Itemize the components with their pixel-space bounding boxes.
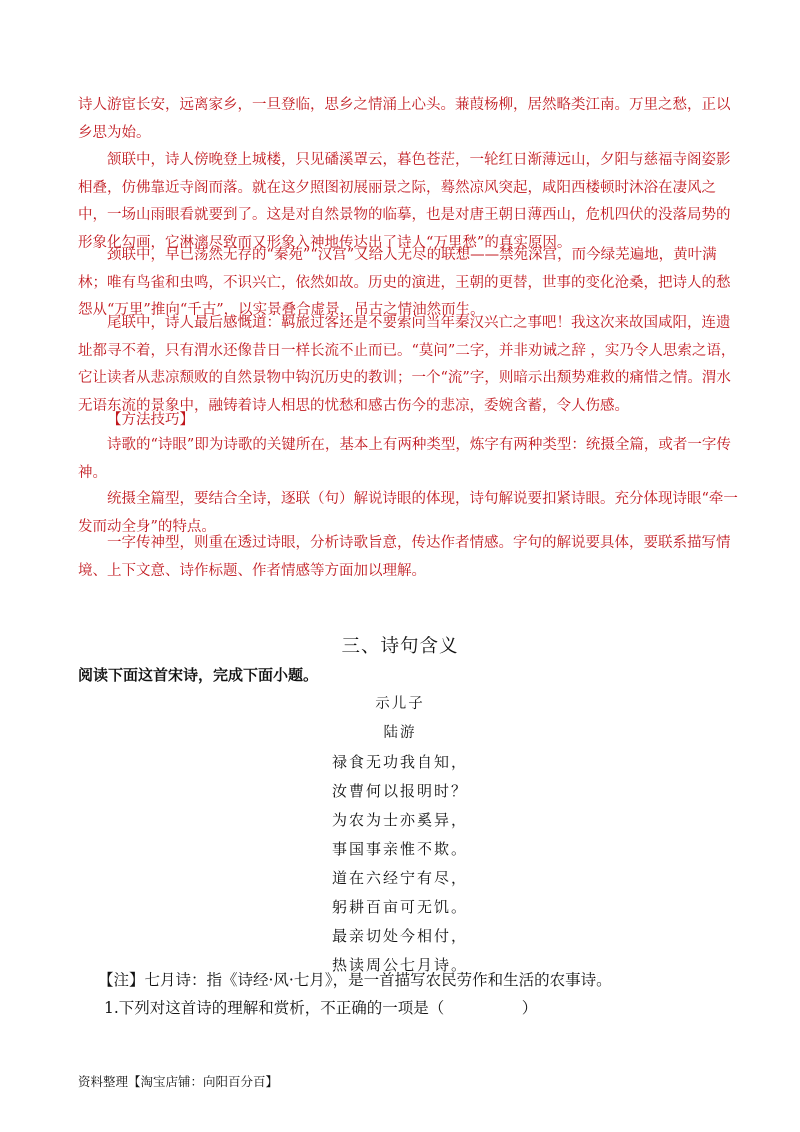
method-paragraph-2: 统摄全篇型，要结合全诗，逐联（句）解说诗眼的体现，诗句解说要扣紧诗眼。充分体现诗眼“牵一发而动全身”的特点。	[78, 491, 738, 535]
analysis-paragraph-1: 诗人游宦长安，远离家乡，一旦登临，思乡之情涌上心头。蒹葭杨柳，居然略类江南。万里之愁，正以乡思为始。	[78, 97, 731, 141]
poem-line: 为农为士亦奚异，	[331, 811, 468, 829]
poem-line: 禄食无功我自知，	[331, 753, 468, 771]
poem-line: 道在六经宁有尽，	[331, 869, 468, 887]
poem-line: 汝曹何以报明时？	[331, 782, 468, 800]
page-footer: 资料整理【淘宝店铺：向阳百分百】	[78, 1074, 279, 1089]
method-paragraph-3: 一字传神型，则重在透过诗眼，分析诗歌旨意，传达作者情感。字句的解说要具体，要联系描写情境、上下文意、诗作标题、作者情感等方面加以理解。	[78, 535, 731, 579]
poem-title: 示儿子	[375, 696, 425, 712]
poem	[0, 690, 800, 980]
poem-line: 躬耕百亩可无饥。	[331, 898, 468, 916]
method-label: 【方法技巧】	[107, 412, 194, 428]
poem-line: 事国事亲惟不欺。	[331, 840, 468, 858]
analysis-paragraph-2: 颔联中，诗人傍晚登上城楼，只见磻溪罩云，暮色苍茫，一轮红日渐薄远山，夕阳与慈福寺阁姿影相叠，仿佛靠近寺阁而落。就在这夕照图初展丽景之际，蓦然凉风突起，咸阳西楼顿时沐浴在凄风之中，一场山雨眼看就要到了。这是对自然景物的临摹，也是对唐王朝日薄西山，危机四伏的没落局势的形象化勾画，它淋漓尽致而又形象入神地传达出了诗人“万里愁”的真实原因。	[78, 152, 731, 251]
section-title: 三、诗句含义	[341, 636, 459, 657]
analysis-paragraph-3: 颈联中，早已荡然无存的“秦苑”“汉宫”又给人无尽的联想——禁苑深宫，而今绿芜遍地，黄叶满林；唯有鸟雀和虫鸣，不识兴亡，依然如故。历史的演进，王朝的更替，世事的变化沧桑，把诗人的愁怨从“万里”推向“千古”，以实景叠合虚景，吊古之情油然而生。	[78, 247, 731, 318]
question-1: 1.下列对这首诗的理解和赏析，不正确的一项是（ ）	[104, 999, 538, 1017]
poem-note: 【注】七月诗：指《诗经·风·七月》，是一首描写农民劳作和生活的农事诗。	[98, 971, 612, 989]
poem-line: 最亲切处今相付，	[331, 927, 468, 945]
reading-instruction: 阅读下面这首宋诗，完成下面小题。	[78, 666, 319, 684]
poem-line: 热读周公七月诗。	[331, 956, 468, 974]
method-paragraph-1: 诗歌的“诗眼”即为诗歌的关键所在，基本上有两种类型，炼字有两种类型：统摄全篇，或者一字传神。	[78, 437, 731, 481]
analysis-paragraph-4: 尾联中，诗人最后感慨道：羁旅过客还是不要索问当年秦汉兴亡之事吧！我这次来故国咸阳，连遗址都寻不着，只有渭水还像昔日一样长流不止而已。“莫问”二字，并非劝诫之辞 ，实乃令人思索之语，它让读者从悲凉颓败的自然景物中钩沉历史的教训；一个“流”字，则暗示出颓势难救的痛惜之情。渭水无语东流的景象中，融铸着诗人相思的忧愁和感古伤今的悲凉，委婉含蓄，令人伤感。	[78, 315, 736, 414]
poem-author: 陆游	[383, 725, 417, 741]
